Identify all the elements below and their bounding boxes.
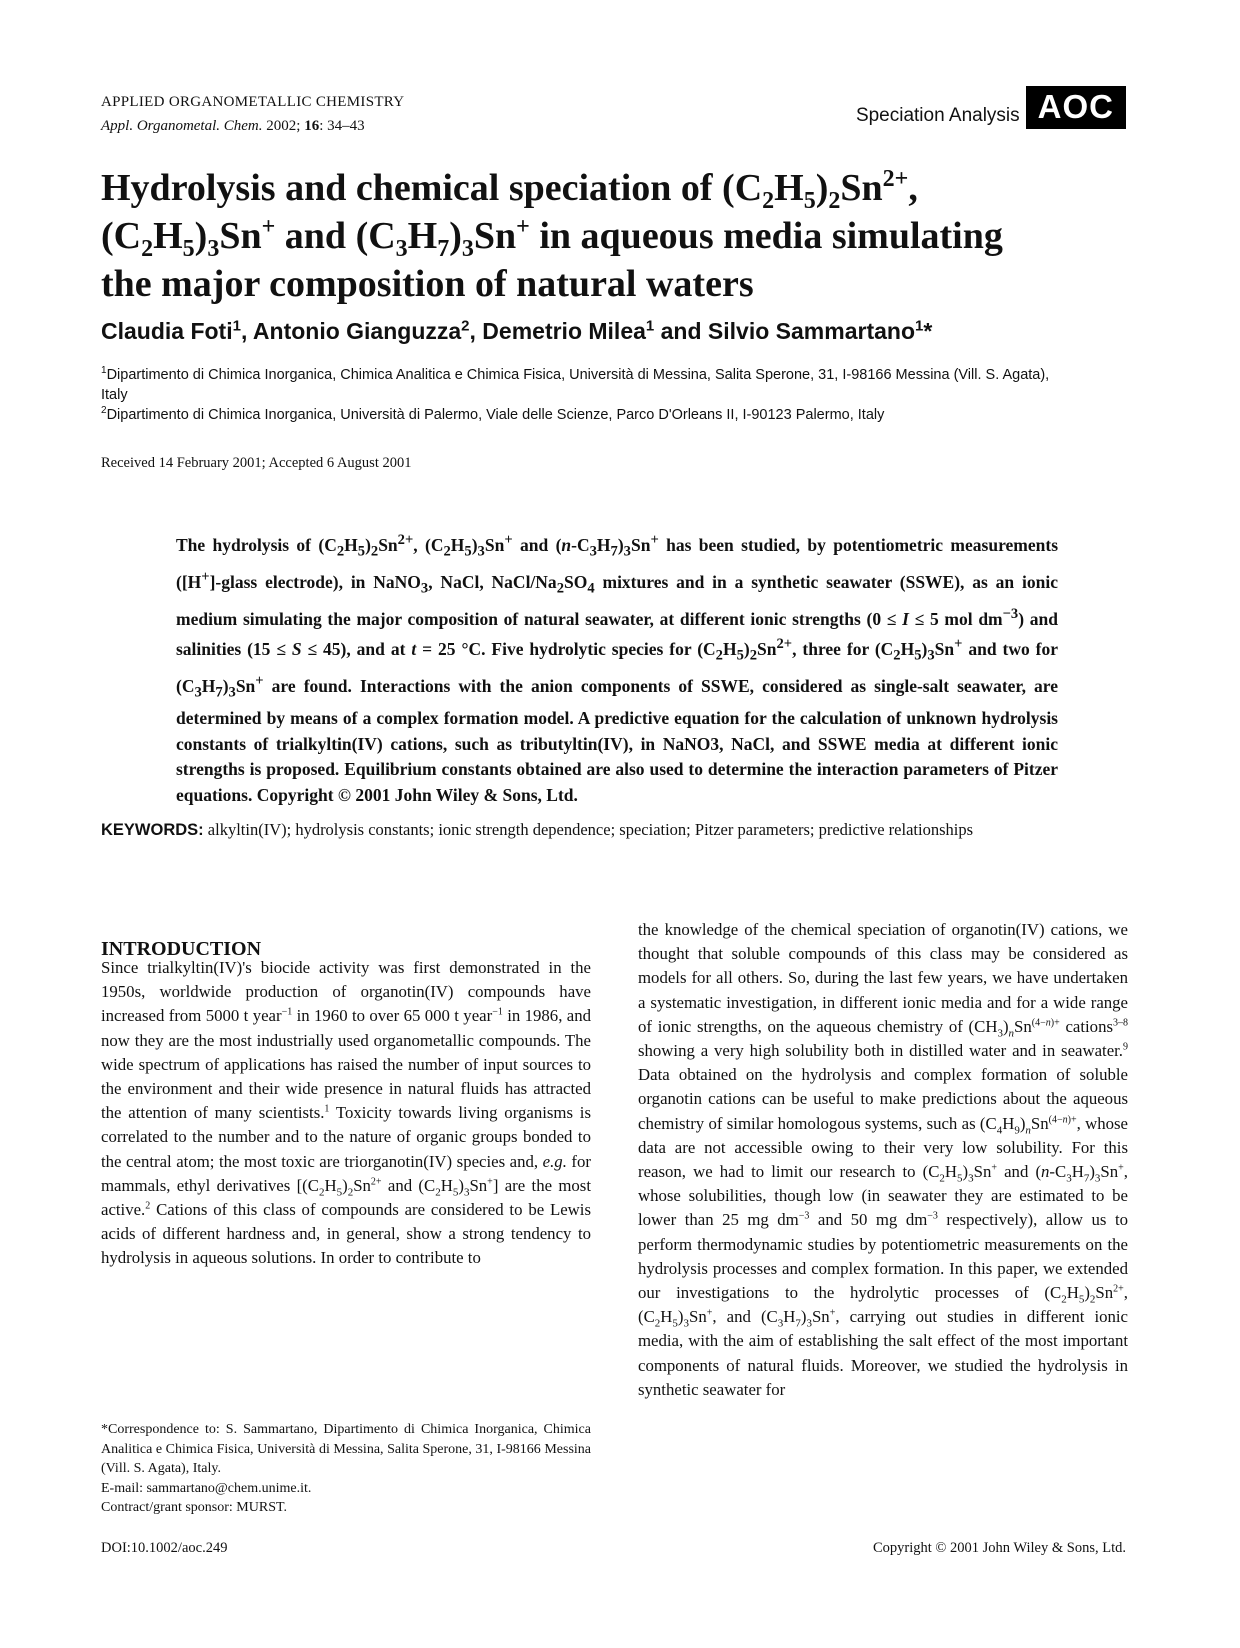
citation-journal: Appl. Organometal. Chem. (101, 118, 263, 134)
doi: DOI:10.1002/aoc.249 (101, 1540, 228, 1556)
section-header (856, 86, 1126, 129)
journal-logo: AOC (1026, 86, 1126, 129)
author-4: Silvio Sammartano (707, 318, 915, 344)
section-heading-introduction: INTRODUCTION (101, 938, 262, 960)
keywords (101, 818, 1071, 842)
correspondence-footnote (101, 1420, 591, 1518)
received-dates: Received 14 February 2001; Accepted 6 August 2001 (101, 455, 412, 471)
citation-volume: 16 (304, 118, 320, 134)
email: E-mail: sammartano@chem.unime.it. (101, 1480, 312, 1496)
title-line-3: the major composition of natural waters (101, 263, 754, 305)
paper-title: Hydrolysis and chemical speciation of $(C_2H_5)_2Sn^{2+}$, $(C_2H_5)_3Sn^+$ and $(C_3H_7)_3Sn^+$ in aqueous media simulating the major composition of natural waters (101, 166, 1003, 305)
section-label: Speciation Analysis (855, 105, 1020, 126)
copyright: Copyright © 2001 John Wiley & Sons, Ltd. (872, 1540, 1126, 1556)
journal-name: APPLIED ORGANOMETALLIC CHEMISTRY (101, 94, 405, 110)
journal-header (101, 90, 404, 138)
affiliations (101, 365, 1061, 425)
correspondence: *Correspondence to: S. Sammartano, Dipartimento di Chimica Inorganica, Chimica Analitica e Chimica Fisica, Università di Messina, Salita Sperone, 31, I-98166 Messina (Vill. S. Agata), Italy. (101, 1422, 591, 1476)
title-line-1: Hydrolysis and chemical speciation of (C (101, 167, 763, 209)
affiliation-1: $^1$Dipartimento di Chimica Inorganica, Chimica Analitica e Chimica Fisica, Università di Messina, Salita Sperone, 31, I-98166 Messina (Vill. S. Agata), Italy (101, 365, 1050, 403)
body-column-left: Since trialkyltin(IV)'s biocide activity was first demonstrated in the 1950s, worldwide production of organotin(IV) compounds have increased from 5000 t year$^{-1}$ in 1960 to over 65 000 t year$^{-1}$ in 1986, and now they are the most industrially used organometallic compounds. The wide spectrum of applications has raised the number of input sources to the environment and their wide presence in natural fluids has attracted the attention of many scientists.$^1$ Toxicity towards living organisms is correlated to the number and to the nature of organic groups bonded to the central atom; the most toxic are triorganotin(IV) species and, e.g. for mammals, ethyl derivatives [$(C_2H_5)_2Sn^{2+}$ and $(C_2H_5)_3Sn^+$] are the most active.$^2$ Cations of this class of compounds are considered to be Lewis acids of different hardness and, in general, show a strong tendency to hydrolysis in aqueous solutions. In order to contribute to (101, 958, 591, 1268)
title-line-2: in aqueous media simulating (529, 215, 1003, 257)
author-3: Demetrio Milea (482, 318, 646, 344)
grant-sponsor: Contract/grant sponsor: MURST. (101, 1500, 288, 1515)
citation (101, 114, 404, 138)
abstract-tail: Interactions with the anion components of SSWE, considered as single-salt seawater, are determined by means of a complex formation model. A predictive equation for the calculation of unknown hydrolysis constants of trialkyltin(IV) cations, such as tributyltin(IV), in NaNO3, NaCl, and SSWE media at different ionic strengths is proposed. Equilibrium constants obtained are also used to determine the interaction parameters of Pitzer equations. Copyright © 2001 John Wiley & Sons, Ltd. (176, 676, 1058, 805)
citation-pages: : 34–43 (319, 118, 365, 134)
citation-year: 2002; (266, 118, 301, 134)
author-list: Claudia Foti$^1$, Antonio Gianguzza$^2$, Demetrio Milea$^1$ and Silvio Sammartano$^1$* (101, 317, 933, 344)
keywords-label: KEYWORDS: (101, 821, 204, 839)
abstract: The hydrolysis of $(C_2H_5)_2Sn^{2+}$, $(C_2H_5)_3Sn^+$ and $(n-C_3H_7)_3Sn^+$ has been studied, by potentiometric measurements ([H+]-glass electrode), in NaNO$_3$, NaCl, NaCl/$Na_2SO_4$ mixtures and in a synthetic seawater (SSWE), as an ionic medium simulating the major composition of natural seawater, at different ionic strengths (0 ≤ I ≤ 5 mol $dm^{-3}$) and salinities (15 ≤ S ≤ 45), and at t = 25 °C. Five hydrolytic species for $(C_2H_5)_2Sn^{2+}$, three for $(C_2H_5)_3Sn^+$ and two for $(C_3H_7)_3Sn^+$ are found. Interactions with the anion components of SSWE, considered as single-salt seawater, are determined by means of a complex formation model. A predictive equation for the calculation of unknown hydrolysis constants of trialkyltin(IV) cations, such as tributyltin(IV), in NaNO3, NaCl, and SSWE media at different ionic strengths is proposed. Equilibrium constants obtained are also used to determine the interaction parameters of Pitzer equations. Copyright © 2001 John Wiley & Sons, Ltd. (176, 532, 1058, 805)
affiliation-2: $^2$Dipartimento di Chimica Inorganica, Università di Palermo, Viale delle Scienze, Parco D'Orleans II, I-90123 Palermo, Italy (101, 405, 885, 423)
keywords-text: alkyltin(IV); hydrolysis constants; ionic strength dependence; speciation; Pitzer parameters; predictive relationships (207, 820, 974, 839)
author-1: Claudia Foti (101, 318, 233, 344)
body-column-right: the knowledge of the chemical speciation of organotin(IV) cations, we thought that soluble compounds of this class may be considered as models for all others. So, during the last few years, we have undertaken a systematic investigation, in different ionic media and for a wide range of ionic strengths, on the aqueous chemistry of $(CH_3)_nSn^{(4-n)+}$ cations$^{3-8}$ showing a very high solubility both in distilled water and in seawater.$^9$ Data obtained on the hydrolysis and complex formation of soluble organotin cations can be useful to make predictions about the aqueous chemistry of similar homologous systems, such as $(C_4H_9)_nSn^{(4-n)+}$, whose data are not accessible owing to their very low solubility. For this reason, we had to limit our research to $(C_2H_5)_3Sn^+$ and $(n-C_3H_7)_3Sn^+$, whose solubilities, though low (in seawater they are estimated to be lower than 25 mg $dm^{-3}$ and 50 mg $dm^{-3}$ respectively), allow us to perform thermodynamic studies by potentiometric measurements on the hydrolysis processes and complex formation. In this paper, we extended our investigations to the hydrolytic processes of $(C_2H_5)_2Sn^{2+}$, $(C_2H_5)_3Sn^+$, and $(C_3H_7)_3Sn^+$, carrying out studies in different ionic media, with the aim of establishing the salt effect of the most important components of natural fluids. Moreover, we studied the hydrolysis in synthetic seawater for (638, 920, 1129, 1399)
author-2: Antonio Gianguzza (252, 318, 462, 344)
